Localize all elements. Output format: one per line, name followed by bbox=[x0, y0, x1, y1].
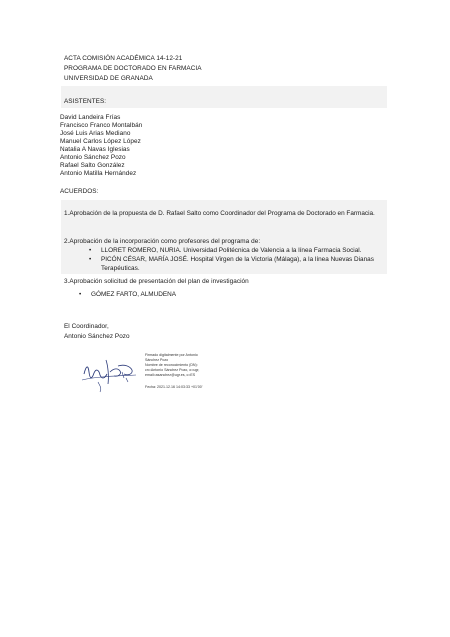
signature-meta-line: email=asanchez@ugr.es, c=ES bbox=[145, 373, 196, 377]
attendees-heading-shade bbox=[61, 86, 387, 108]
attendee-name: Manuel Carlos López López bbox=[60, 138, 141, 145]
bullet-dot-icon: • bbox=[89, 256, 92, 263]
header-line-1: ACTA COMISIÓN ACADÉMICA 14-12-21 bbox=[64, 55, 183, 62]
document-page: ACTA COMISIÓN ACADÉMICA 14-12-21 PROGRAMA DE DOCTORADO EN FARMACIA UNIVERSIDAD DE GRANADA ASISTENTES: David Landeira Frías Francisco Franco Montalbán José Luis Arias Mediano Manuel Carlos López López Natalia A Navas Iglesias Antonio Sánchez Pozo Rafael Salto González Antonio Matilla Hernández ACUERDOS: 1.Aprobación de la propuesta de D. Rafael Salto como Coordinador del Programa de Doctorado en Farmacia. 2.Aprobación de la incorporación como profesores del programa de: • LLORET ROMERO, NURIA. Universidad Politécnica de Valencia a la línea Farmacia Social. • PICÓN CÉSAR, MARÍA JOSÉ. Hospital Virgen de la Victoria (Málaga), a la línea Nuevas Dianas Terapéuticas. 3.Aprobación solicitud de presentación del plan de investigación • GÓMEZ FARTO, ALMUDENA El Coordinador, Antonio Sánchez Pozo Firmado digitalmente por Antonio Sánchez Pozo Nombre de reconocimiento (DN): cn=Antonio Sánchez Pozo, o=ugr, email=asanchez@ugr.es, c=ES Fecha: 2021.12.16 14:03:33 +01'00' bbox=[0, 0, 450, 637]
closing-role: El Coordinador, bbox=[64, 323, 109, 330]
signature-meta-line: cn=Antonio Sánchez Pozo, o=ugr, bbox=[145, 368, 200, 372]
header-line-2: PROGRAMA DE DOCTORADO EN FARMACIA bbox=[64, 65, 202, 72]
agreement-item-2: 2.Aprobación de la incorporación como profesores del programa de: bbox=[64, 238, 261, 245]
attendee-name: José Luis Arias Mediano bbox=[60, 130, 131, 137]
attendee-name: David Landeira Frías bbox=[60, 114, 121, 121]
attendees-heading: ASISTENTES: bbox=[64, 98, 107, 105]
attendee-name: Rafael Salto González bbox=[60, 162, 125, 169]
bullet-continuation: Terapéuticas. bbox=[101, 265, 140, 272]
attendee-name: Natalia A Navas Iglesias bbox=[60, 146, 130, 153]
bullet-dot-icon: • bbox=[89, 247, 92, 254]
signature-meta-line: Nombre de reconocimiento (DN): bbox=[145, 363, 198, 367]
handwritten-signature-image bbox=[78, 352, 140, 398]
attendee-name: Francisco Franco Montalbán bbox=[60, 122, 143, 129]
attendee-name: Antonio Matilla Hernández bbox=[60, 170, 137, 177]
agreement-item-3: 3.Aprobación solicitud de presentación del plan de investigación bbox=[64, 278, 249, 285]
agreement-item-1: 1.Aprobación de la propuesta de D. Rafael Salto como Coordinador del Programa de Doctorado en Farmacia. bbox=[64, 210, 375, 217]
closing-name: Antonio Sánchez Pozo bbox=[64, 333, 130, 340]
agreements-heading: ACUERDOS: bbox=[60, 188, 99, 195]
signature-meta-line: Fecha: 2021.12.16 14:03:33 +01'00' bbox=[145, 385, 203, 389]
attendee-name: Antonio Sánchez Pozo bbox=[60, 154, 126, 161]
bullet-dot-icon: • bbox=[79, 291, 82, 298]
header-line-3: UNIVERSIDAD DE GRANADA bbox=[64, 75, 153, 82]
signature-meta-line: Sánchez Pozo bbox=[145, 358, 169, 362]
signature-meta-line: Firmado digitalmente por Antonio bbox=[145, 353, 198, 357]
